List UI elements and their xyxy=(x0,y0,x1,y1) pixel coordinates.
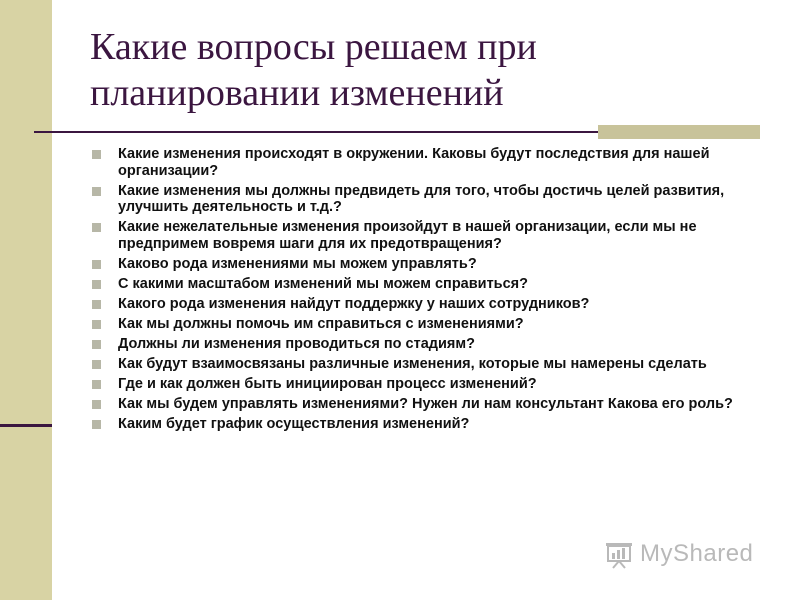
bullet-text: Как мы будем управлять изменениями? Нужен ли нам консультант Какова его роль? xyxy=(118,395,733,412)
bullet-square-icon xyxy=(92,320,101,329)
bullet-square-icon xyxy=(92,150,101,159)
bullet-text: Какого рода изменения найдут поддержку у наших сотрудников? xyxy=(118,295,590,312)
bullet-square-icon xyxy=(92,360,101,369)
bullet-text: Где и как должен быть инициирован процесс изменений? xyxy=(118,375,537,392)
bullet-text: Как мы должны помочь им справиться с изменениями? xyxy=(118,315,524,332)
presentation-board-icon xyxy=(604,539,634,569)
bullet-text: Какие изменения мы должны предвидеть для того, чтобы достичь целей развития, улучшить деятельность и т.д.? xyxy=(118,182,725,215)
bullet-item xyxy=(92,183,772,216)
bullet-item xyxy=(92,396,772,413)
bullet-item xyxy=(92,316,772,333)
bullet-square-icon xyxy=(92,223,101,232)
bullet-list xyxy=(92,146,772,436)
bullet-item xyxy=(92,146,772,179)
slide-title-line-2: планировании изменений xyxy=(90,72,504,114)
bullet-text: Каким будет график осуществления изменений? xyxy=(118,415,470,432)
watermark-logo xyxy=(604,536,772,572)
bullet-square-icon xyxy=(92,420,101,429)
bullet-square-icon xyxy=(92,340,101,349)
bullet-text: Какие нежелательные изменения произойдут в нашей организации, если мы не предпримем вовремя шаги для их предотвращения? xyxy=(118,219,697,252)
slide-title xyxy=(90,24,770,116)
bullet-text: Должны ли изменения проводиться по стадиям? xyxy=(118,335,475,352)
bullet-item xyxy=(92,219,772,252)
bullet-square-icon xyxy=(92,280,101,289)
slide-title-line-1: Какие вопросы решаем при xyxy=(90,26,537,68)
bullet-item xyxy=(92,356,772,373)
bullet-item xyxy=(92,376,772,393)
left-decorative-band xyxy=(0,0,52,600)
bullet-text: Как будут взаимосвязаны различные изменения, которые мы намерены сделать xyxy=(118,355,707,372)
title-accent-bar xyxy=(598,125,760,139)
bullet-item xyxy=(92,276,772,293)
bullet-item xyxy=(92,256,772,273)
bullet-text: Какие изменения происходят в окружении. Каковы будут последствия для нашей организации? xyxy=(118,146,710,179)
bullet-text: С какими масштабом изменений мы можем справиться? xyxy=(118,275,528,292)
bullet-item xyxy=(92,296,772,313)
bullet-square-icon xyxy=(92,187,101,196)
bullet-square-icon xyxy=(92,400,101,409)
bullet-square-icon xyxy=(92,300,101,309)
left-band-rule xyxy=(0,424,52,427)
bullet-item xyxy=(92,416,772,433)
bullet-item xyxy=(92,336,772,353)
bullet-square-icon xyxy=(92,260,101,269)
bullet-square-icon xyxy=(92,380,101,389)
watermark-text: MyShared xyxy=(640,540,754,567)
bullet-text: Каково рода изменениями мы можем управлять? xyxy=(118,255,477,272)
